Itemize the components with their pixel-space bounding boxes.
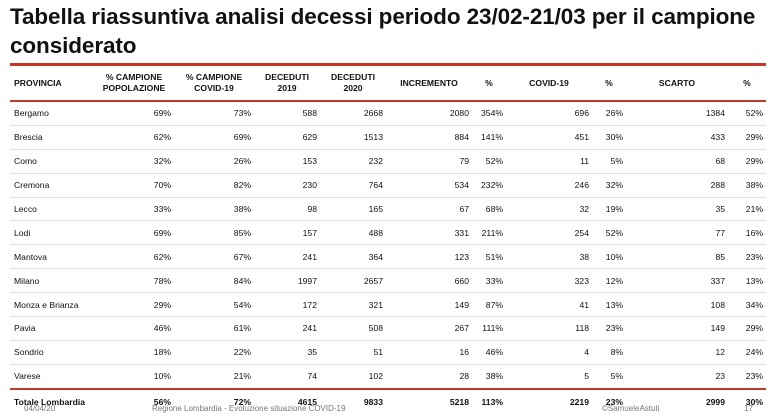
total-scarto-pct: 30% <box>728 389 766 414</box>
cell-covid: 246 <box>506 173 592 197</box>
header-deceduti-2020: DECEDUTI 2020 <box>320 66 386 101</box>
cell-covid: 323 <box>506 269 592 293</box>
cell-incremento: 331 <box>386 221 472 245</box>
header-scarto: SCARTO <box>626 66 728 101</box>
cell-scarto: 23 <box>626 364 728 388</box>
cell-campione-popolazione: 10% <box>94 364 174 388</box>
cell-incremento: 28 <box>386 364 472 388</box>
cell-campione-popolazione: 62% <box>94 125 174 149</box>
header-covid-pct: % <box>592 66 626 101</box>
cell-deceduti-2020: 165 <box>320 197 386 221</box>
cell-deceduti-2019: 241 <box>254 317 320 341</box>
cell-deceduti-2019: 629 <box>254 125 320 149</box>
cell-scarto-pct: 23% <box>728 364 766 388</box>
header-provincia: PROVINCIA <box>10 66 94 101</box>
cell-campione-popolazione: 32% <box>94 149 174 173</box>
cell-campione-covid: 73% <box>174 101 254 125</box>
cell-deceduti-2020: 232 <box>320 149 386 173</box>
cell-covid-pct: 13% <box>592 293 626 317</box>
cell-deceduti-2019: 74 <box>254 364 320 388</box>
header-campione-covid: % CAMPIONE COVID-19 <box>174 66 254 101</box>
cell-incremento: 67 <box>386 197 472 221</box>
cell-incremento: 884 <box>386 125 472 149</box>
cell-deceduti-2019: 241 <box>254 245 320 269</box>
cell-covid-pct: 5% <box>592 364 626 388</box>
cell-scarto-pct: 13% <box>728 269 766 293</box>
footer-author: ©SamueleAstuti <box>602 404 660 413</box>
cell-scarto: 85 <box>626 245 728 269</box>
total-label: Totale Lombardia <box>10 389 94 414</box>
total-campione-covid: 72% <box>174 389 254 414</box>
cell-provincia: Cremona <box>10 173 94 197</box>
header-incremento-pct: % <box>472 66 506 101</box>
cell-provincia: Lodi <box>10 221 94 245</box>
cell-provincia: Lecco <box>10 197 94 221</box>
cell-covid: 118 <box>506 317 592 341</box>
table-row <box>10 173 766 197</box>
header-incremento: INCREMENTO <box>386 66 472 101</box>
cell-scarto: 12 <box>626 340 728 364</box>
cell-campione-popolazione: 33% <box>94 197 174 221</box>
cell-provincia: Como <box>10 149 94 173</box>
total-incremento: 5218 <box>386 389 472 414</box>
cell-campione-covid: 85% <box>174 221 254 245</box>
cell-covid-pct: 26% <box>592 101 626 125</box>
cell-provincia: Bergamo <box>10 101 94 125</box>
cell-covid: 451 <box>506 125 592 149</box>
footer-page-number: 17 <box>744 404 753 413</box>
header-deceduti-2019: DECEDUTI 2019 <box>254 66 320 101</box>
header-campione-popolazione: % CAMPIONE POPOLAZIONE <box>94 66 174 101</box>
cell-scarto-pct: 29% <box>728 125 766 149</box>
cell-deceduti-2019: 230 <box>254 173 320 197</box>
cell-covid: 32 <box>506 197 592 221</box>
cell-deceduti-2019: 157 <box>254 221 320 245</box>
table-row <box>10 197 766 221</box>
cell-deceduti-2020: 764 <box>320 173 386 197</box>
cell-incremento-pct: 141% <box>472 125 506 149</box>
cell-provincia: Milano <box>10 269 94 293</box>
total-campione-popolazione: 56% <box>94 389 174 414</box>
cell-incremento-pct: 52% <box>472 149 506 173</box>
cell-campione-covid: 82% <box>174 173 254 197</box>
cell-deceduti-2020: 2657 <box>320 269 386 293</box>
cell-campione-popolazione: 78% <box>94 269 174 293</box>
total-covid: 2219 <box>506 389 592 414</box>
cell-scarto-pct: 23% <box>728 245 766 269</box>
cell-provincia: Varese <box>10 364 94 388</box>
table-row <box>10 340 766 364</box>
cell-scarto: 337 <box>626 269 728 293</box>
table-row <box>10 293 766 317</box>
table-row <box>10 125 766 149</box>
cell-scarto: 77 <box>626 221 728 245</box>
cell-campione-covid: 21% <box>174 364 254 388</box>
cell-deceduti-2019: 98 <box>254 197 320 221</box>
cell-scarto-pct: 21% <box>728 197 766 221</box>
cell-covid: 696 <box>506 101 592 125</box>
cell-incremento-pct: 33% <box>472 269 506 293</box>
cell-campione-covid: 67% <box>174 245 254 269</box>
total-deceduti-2019: 4615 <box>254 389 320 414</box>
cell-scarto: 108 <box>626 293 728 317</box>
cell-incremento: 267 <box>386 317 472 341</box>
cell-incremento-pct: 87% <box>472 293 506 317</box>
cell-deceduti-2019: 172 <box>254 293 320 317</box>
header-covid: COVID-19 <box>506 66 592 101</box>
cell-deceduti-2019: 153 <box>254 149 320 173</box>
cell-campione-covid: 61% <box>174 317 254 341</box>
cell-incremento: 16 <box>386 340 472 364</box>
cell-campione-covid: 84% <box>174 269 254 293</box>
cell-campione-popolazione: 69% <box>94 101 174 125</box>
cell-deceduti-2020: 508 <box>320 317 386 341</box>
cell-covid: 41 <box>506 293 592 317</box>
cell-scarto: 288 <box>626 173 728 197</box>
cell-deceduti-2020: 321 <box>320 293 386 317</box>
cell-scarto: 1384 <box>626 101 728 125</box>
cell-covid-pct: 12% <box>592 269 626 293</box>
total-covid-pct: 23% <box>592 389 626 414</box>
cell-covid-pct: 10% <box>592 245 626 269</box>
cell-incremento-pct: 111% <box>472 317 506 341</box>
cell-scarto-pct: 29% <box>728 149 766 173</box>
cell-campione-popolazione: 69% <box>94 221 174 245</box>
cell-campione-popolazione: 70% <box>94 173 174 197</box>
cell-campione-popolazione: 46% <box>94 317 174 341</box>
cell-covid: 38 <box>506 245 592 269</box>
cell-provincia: Brescia <box>10 125 94 149</box>
cell-covid-pct: 30% <box>592 125 626 149</box>
cell-covid: 254 <box>506 221 592 245</box>
cell-scarto: 68 <box>626 149 728 173</box>
cell-incremento-pct: 46% <box>472 340 506 364</box>
cell-campione-covid: 54% <box>174 293 254 317</box>
total-deceduti-2020: 9833 <box>320 389 386 414</box>
slide-title: Tabella riassuntiva analisi decessi periodo 23/02-21/03 per il campione considerato <box>10 4 756 58</box>
cell-provincia: Mantova <box>10 245 94 269</box>
cell-campione-popolazione: 62% <box>94 245 174 269</box>
cell-scarto: 149 <box>626 317 728 341</box>
cell-deceduti-2020: 51 <box>320 340 386 364</box>
summary-table-container <box>10 63 766 414</box>
cell-deceduti-2019: 1997 <box>254 269 320 293</box>
cell-scarto-pct: 34% <box>728 293 766 317</box>
table-row <box>10 245 766 269</box>
cell-deceduti-2019: 35 <box>254 340 320 364</box>
cell-campione-popolazione: 29% <box>94 293 174 317</box>
cell-scarto: 433 <box>626 125 728 149</box>
total-incremento-pct: 113% <box>472 389 506 414</box>
cell-deceduti-2019: 588 <box>254 101 320 125</box>
cell-covid-pct: 8% <box>592 340 626 364</box>
cell-campione-covid: 22% <box>174 340 254 364</box>
table-row <box>10 317 766 341</box>
cell-incremento: 534 <box>386 173 472 197</box>
cell-incremento: 2080 <box>386 101 472 125</box>
cell-deceduti-2020: 102 <box>320 364 386 388</box>
cell-incremento-pct: 354% <box>472 101 506 125</box>
cell-incremento-pct: 232% <box>472 173 506 197</box>
table-row <box>10 149 766 173</box>
cell-provincia: Pavia <box>10 317 94 341</box>
cell-covid-pct: 5% <box>592 149 626 173</box>
cell-scarto-pct: 24% <box>728 340 766 364</box>
cell-campione-popolazione: 18% <box>94 340 174 364</box>
table-row <box>10 364 766 388</box>
cell-scarto-pct: 52% <box>728 101 766 125</box>
table-row <box>10 221 766 245</box>
cell-covid: 4 <box>506 340 592 364</box>
cell-covid-pct: 19% <box>592 197 626 221</box>
table-row <box>10 101 766 125</box>
cell-scarto: 35 <box>626 197 728 221</box>
cell-scarto-pct: 38% <box>728 173 766 197</box>
cell-covid: 11 <box>506 149 592 173</box>
cell-incremento-pct: 38% <box>472 364 506 388</box>
cell-incremento: 123 <box>386 245 472 269</box>
cell-covid: 5 <box>506 364 592 388</box>
footer-date: 04/04/20 <box>24 404 56 413</box>
cell-incremento-pct: 68% <box>472 197 506 221</box>
cell-provincia: Monza e Brianza <box>10 293 94 317</box>
header-scarto-pct: % <box>728 66 766 101</box>
table-row <box>10 269 766 293</box>
cell-incremento: 79 <box>386 149 472 173</box>
cell-deceduti-2020: 2668 <box>320 101 386 125</box>
table-header-row <box>10 66 766 101</box>
summary-table <box>10 63 766 414</box>
cell-campione-covid: 26% <box>174 149 254 173</box>
cell-incremento-pct: 51% <box>472 245 506 269</box>
cell-deceduti-2020: 488 <box>320 221 386 245</box>
cell-incremento: 660 <box>386 269 472 293</box>
cell-provincia: Sondrio <box>10 340 94 364</box>
cell-incremento: 149 <box>386 293 472 317</box>
total-scarto: 2999 <box>626 389 728 414</box>
cell-covid-pct: 52% <box>592 221 626 245</box>
cell-incremento-pct: 211% <box>472 221 506 245</box>
cell-covid-pct: 23% <box>592 317 626 341</box>
cell-scarto-pct: 29% <box>728 317 766 341</box>
footer-center-text: Regione Lombardia - Evoluzione situazione COVID-19 <box>152 404 346 413</box>
cell-deceduti-2020: 1513 <box>320 125 386 149</box>
cell-campione-covid: 69% <box>174 125 254 149</box>
cell-deceduti-2020: 364 <box>320 245 386 269</box>
cell-campione-covid: 38% <box>174 197 254 221</box>
cell-scarto-pct: 16% <box>728 221 766 245</box>
cell-covid-pct: 32% <box>592 173 626 197</box>
